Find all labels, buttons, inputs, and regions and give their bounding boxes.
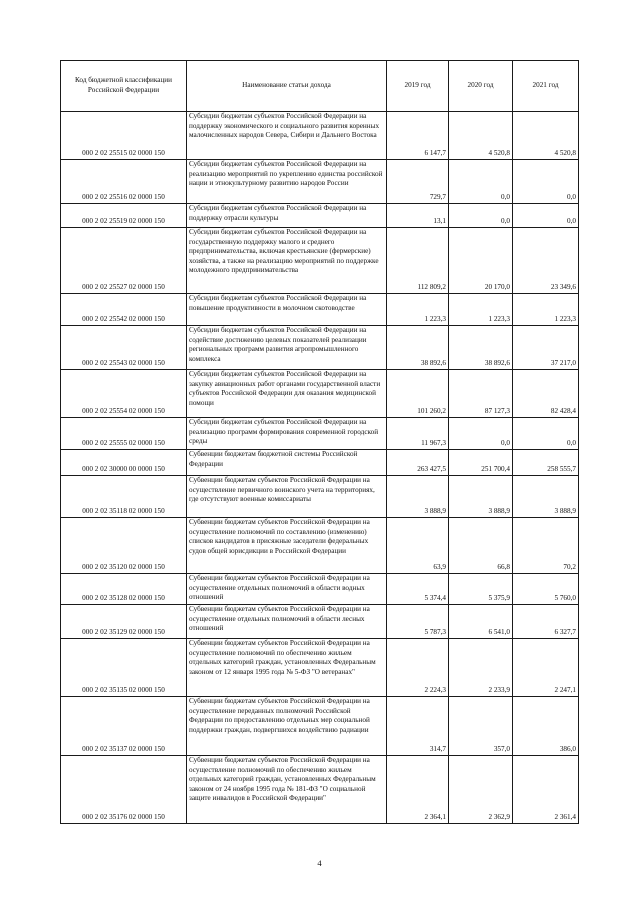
row-value-2019: 2 224,3 <box>387 639 449 697</box>
table-row <box>61 294 579 326</box>
row-name: Субсидии бюджетам субъектов Российской Федерации на государственную поддержку малого и среднего предпринимательства, включая крестьянские (фермерские) хозяйства, а также на реализацию мероприятий по поддержке молодежного предпринимательства <box>187 228 387 294</box>
row-value-2021: 3 888,9 <box>513 476 579 518</box>
table-row <box>61 160 579 204</box>
row-value-2019: 101 260,2 <box>387 370 449 418</box>
row-value-2021: 2 361,4 <box>513 756 579 824</box>
row-name: Субсидии бюджетам субъектов Российской Федерации на поддержку экономического и социального развития коренных малочисленных народов Севера, Сибири и Дальнего Востока <box>187 112 387 160</box>
table-row <box>61 574 579 605</box>
row-code: 000 2 02 35137 02 0000 150 <box>61 697 187 756</box>
row-value-2021: 4 520,8 <box>513 112 579 160</box>
row-value-2021: 0,0 <box>513 204 579 228</box>
row-value-2020: 4 520,8 <box>449 112 513 160</box>
row-value-2019: 13,1 <box>387 204 449 228</box>
table-row <box>61 228 579 294</box>
row-name: Субвенции бюджетам субъектов Российской Федерации на осуществление полномочий по составлению (изменению) списков кандидатов в присяжные заседатели федеральных судов общей юрисдикции в Российской Федерации <box>187 518 387 574</box>
header-2021: 2021 год <box>513 61 579 112</box>
row-code: 000 2 02 25515 02 0000 150 <box>61 112 187 160</box>
row-code: 000 2 02 25555 02 0000 150 <box>61 418 187 450</box>
row-name: Субвенции бюджетам субъектов Российской Федерации на осуществление переданных полномочий Российской Федерации по предоставлению отдельных мер социальной поддержки граждан, подвергшихся воздействию радиации <box>187 697 387 756</box>
row-value-2021: 2 247,1 <box>513 639 579 697</box>
row-value-2020: 3 888,9 <box>449 476 513 518</box>
table-row <box>61 697 579 756</box>
row-code: 000 2 02 25527 02 0000 150 <box>61 228 187 294</box>
table-row <box>61 204 579 228</box>
row-value-2020: 251 700,4 <box>449 450 513 476</box>
row-code: 000 2 02 35118 02 0000 150 <box>61 476 187 518</box>
row-value-2021: 1 223,3 <box>513 294 579 326</box>
row-name: Субсидии бюджетам субъектов Российской Федерации на закупку авиационных работ органами государственной власти субъектов Российской Федерации для оказания медицинской помощи <box>187 370 387 418</box>
row-value-2020: 20 170,0 <box>449 228 513 294</box>
page-number: 4 <box>317 858 322 868</box>
row-value-2020: 0,0 <box>449 160 513 204</box>
row-value-2019: 263 427,5 <box>387 450 449 476</box>
row-value-2020: 66,8 <box>449 518 513 574</box>
row-value-2019: 5 787,3 <box>387 605 449 639</box>
row-value-2020: 1 223,3 <box>449 294 513 326</box>
table-row <box>61 370 579 418</box>
row-name: Субсидии бюджетам субъектов Российской Федерации на реализацию программ формирования современной городской среды <box>187 418 387 450</box>
row-value-2021: 258 555,7 <box>513 450 579 476</box>
header-code: Код бюджетной классификации Российской Федерации <box>61 61 187 112</box>
row-name: Субвенции бюджетам субъектов Российской Федерации на осуществление полномочий по обеспечению жильем отдельных категорий граждан, установленных Федеральным законом от 24 ноября 1995 года № 181-ФЗ "О социальной защите инвалидов в Российской Федерации" <box>187 756 387 824</box>
row-code: 000 2 02 35176 02 0000 150 <box>61 756 187 824</box>
table-row <box>61 639 579 697</box>
row-value-2021: 6 327,7 <box>513 605 579 639</box>
row-value-2020: 2 362,9 <box>449 756 513 824</box>
row-code: 000 2 02 30000 00 0000 150 <box>61 450 187 476</box>
row-value-2020: 357,0 <box>449 697 513 756</box>
row-value-2021: 82 428,4 <box>513 370 579 418</box>
table-row <box>61 518 579 574</box>
row-code: 000 2 02 25542 02 0000 150 <box>61 294 187 326</box>
header-2019: 2019 год <box>387 61 449 112</box>
row-name: Субсидии бюджетам субъектов Российской Федерации на реализацию мероприятий по укреплению единства российской нации и этнокультурному развитию народов России <box>187 160 387 204</box>
table-row <box>61 450 579 476</box>
table-row <box>61 756 579 824</box>
table-row <box>61 476 579 518</box>
row-name: Субсидии бюджетам субъектов Российской Федерации на поддержку отрасли культуры <box>187 204 387 228</box>
row-value-2020: 87 127,3 <box>449 370 513 418</box>
row-value-2019: 11 967,3 <box>387 418 449 450</box>
table-row <box>61 605 579 639</box>
table-row <box>61 112 579 160</box>
row-value-2019: 1 223,3 <box>387 294 449 326</box>
row-name: Субвенции бюджетам субъектов Российской Федерации на осуществление полномочий по обеспечению жильем отдельных категорий граждан, установленных Федеральным законом от 12 января 1995 года № 5-ФЗ "О ветеранах" <box>187 639 387 697</box>
header-2020: 2020 год <box>449 61 513 112</box>
row-value-2019: 2 364,1 <box>387 756 449 824</box>
row-value-2019: 6 147,7 <box>387 112 449 160</box>
row-value-2019: 112 809,2 <box>387 228 449 294</box>
row-name: Субсидии бюджетам субъектов Российской Федерации на содействие достижению целевых показателей реализации региональных программ развития агропромышленного комплекса <box>187 326 387 370</box>
row-code: 000 2 02 25516 02 0000 150 <box>61 160 187 204</box>
row-name: Субвенции бюджетам субъектов Российской Федерации на осуществление отдельных полномочий в области лесных отношений <box>187 605 387 639</box>
row-name: Субвенции бюджетам субъектов Российской Федерации на осуществление первичного воинского учета на территориях, где отсутствуют военные комиссариаты <box>187 476 387 518</box>
row-name: Субвенции бюджетам бюджетной системы Российской Федерации <box>187 450 387 476</box>
table-header-row <box>61 61 579 112</box>
row-value-2020: 2 233,9 <box>449 639 513 697</box>
table-row <box>61 326 579 370</box>
row-value-2020: 38 892,6 <box>449 326 513 370</box>
row-value-2021: 0,0 <box>513 160 579 204</box>
row-value-2019: 5 374,4 <box>387 574 449 605</box>
row-code: 000 2 02 25519 02 0000 150 <box>61 204 187 228</box>
row-value-2019: 63,9 <box>387 518 449 574</box>
row-code: 000 2 02 25554 02 0000 150 <box>61 370 187 418</box>
row-value-2019: 729,7 <box>387 160 449 204</box>
row-value-2019: 3 888,9 <box>387 476 449 518</box>
revenue-table <box>60 60 579 824</box>
row-name: Субвенции бюджетам субъектов Российской Федерации на осуществление отдельных полномочий в области водных отношений <box>187 574 387 605</box>
row-value-2021: 386,0 <box>513 697 579 756</box>
row-code: 000 2 02 35128 02 0000 150 <box>61 574 187 605</box>
row-value-2020: 5 375,9 <box>449 574 513 605</box>
row-value-2021: 37 217,0 <box>513 326 579 370</box>
row-value-2020: 0,0 <box>449 204 513 228</box>
row-value-2021: 70,2 <box>513 518 579 574</box>
row-value-2021: 23 349,6 <box>513 228 579 294</box>
row-value-2019: 38 892,6 <box>387 326 449 370</box>
row-value-2020: 0,0 <box>449 418 513 450</box>
row-code: 000 2 02 35135 02 0000 150 <box>61 639 187 697</box>
row-code: 000 2 02 35129 02 0000 150 <box>61 605 187 639</box>
row-value-2021: 0,0 <box>513 418 579 450</box>
row-name: Субсидии бюджетам субъектов Российской Федерации на повышение продуктивности в молочном скотоводстве <box>187 294 387 326</box>
row-value-2020: 6 541,0 <box>449 605 513 639</box>
row-code: 000 2 02 35120 02 0000 150 <box>61 518 187 574</box>
table-row <box>61 418 579 450</box>
row-value-2019: 314,7 <box>387 697 449 756</box>
row-value-2021: 5 760,0 <box>513 574 579 605</box>
header-name: Наименование статьи дохода <box>187 61 387 112</box>
row-code: 000 2 02 25543 02 0000 150 <box>61 326 187 370</box>
